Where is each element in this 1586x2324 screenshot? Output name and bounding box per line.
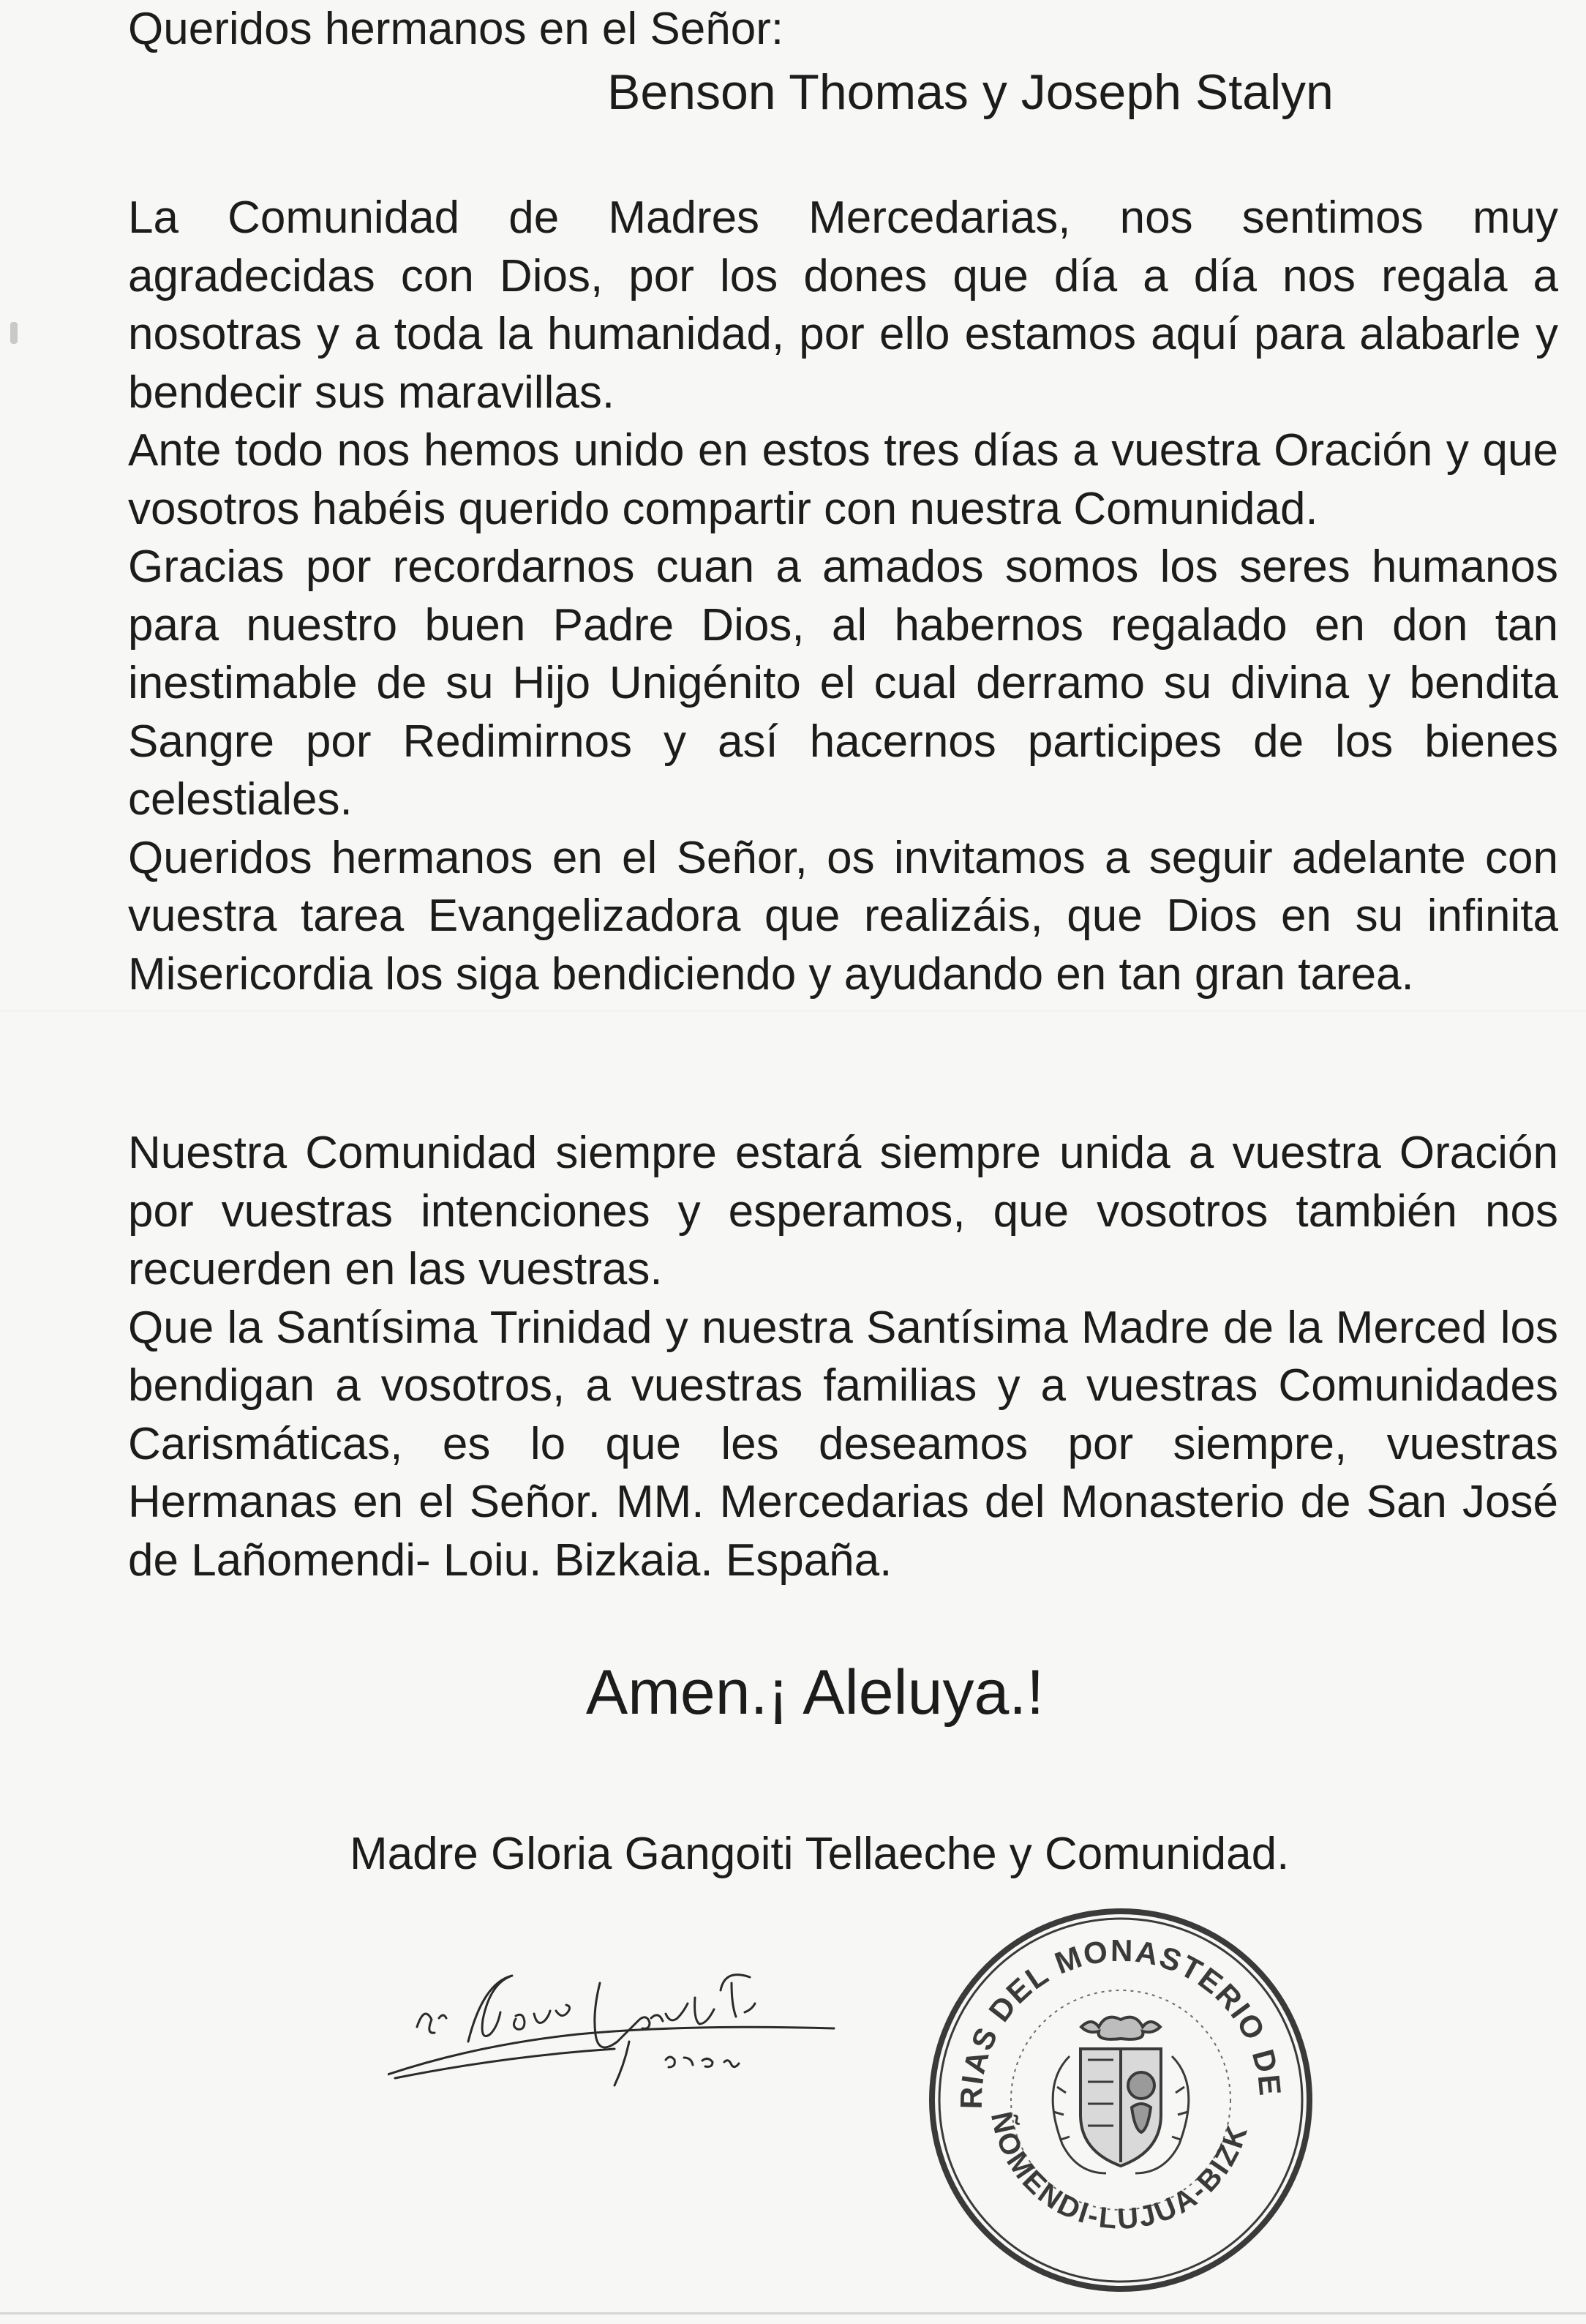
paper-fold <box>0 1010 1586 1013</box>
paragraph: Gracias por recordarnos cuan a amados somos los seres humanos para nuestro buen Padre Dios, al habernos regalado en don tan inestimable de su Hijo Unigénito el cual derramo su divina y bendita Sangre por Redimirnos y así hacernos participes de los bienes celestiales. <box>128 541 1558 825</box>
handwritten-signature <box>388 1932 871 2122</box>
signoff: Madre Gloria Gangoiti Tellaeche y Comunidad. <box>350 1829 1290 1879</box>
coat-of-arms-icon <box>1053 2017 1189 2173</box>
monastery-seal <box>923 1903 1318 2298</box>
paragraph: Ante todo nos hemos unido en estos tres días a vuestra Oración y que vosotros habéis querido compartir con nuestra Comunidad. <box>128 425 1558 534</box>
scan-speck <box>10 322 18 344</box>
paragraph: Que la Santísima Trinidad y nuestra Santísima Madre de la Merced los bendigan a vosotros, a vuestras familias y a vuestras Comunidades Carismáticas, es lo que les deseamos por siempre, vuestras Hermanas en el Señor. MM. Mercedarias del Monasterio de San José de Lañomendi- Loiu. Bizkaia. España. <box>128 1302 1558 1586</box>
seal-top-text: RIAS DEL MONASTERIO DE <box>953 1933 1288 2110</box>
paragraph: Nuestra Comunidad siempre estará siempre unida a vuestra Oración por vuestras intenciones y esperamos, que vosotros también nos recuerden en las vuestras. <box>128 1128 1558 1294</box>
paragraph: Queridos hermanos en el Señor, os invitamos a seguir adelante con vuestra tarea Evangelizadora que realizáis, que Dios en su infinita Misericordia los siga bendiciendo y ayudando en tan gran tarea. <box>128 832 1558 1000</box>
letter-body-block-2 <box>128 1124 1558 1589</box>
seal-drawing <box>923 1903 1318 2298</box>
seal-bottom-text: ÑOMENDI-LUJUA-BIZK <box>984 2109 1255 2236</box>
page-edge <box>0 2312 1586 2314</box>
salutation: Queridos hermanos en el Señor: <box>128 4 784 54</box>
signature-drawing <box>388 1932 871 2122</box>
closing-exclamation: Amen.¡ Aleluya.! <box>585 1657 1045 1728</box>
letter-body-block-1 <box>128 189 1558 1003</box>
paragraph: La Comunidad de Madres Mercedarias, nos sentimos muy agradecidas con Dios, por los dones que día a día nos regala a nosotras y a toda la humanidad, por ello estamos aquí para alabarle y bendecir sus maravillas. <box>128 192 1558 418</box>
recipients: Benson Thomas y Joseph Stalyn <box>607 64 1334 120</box>
